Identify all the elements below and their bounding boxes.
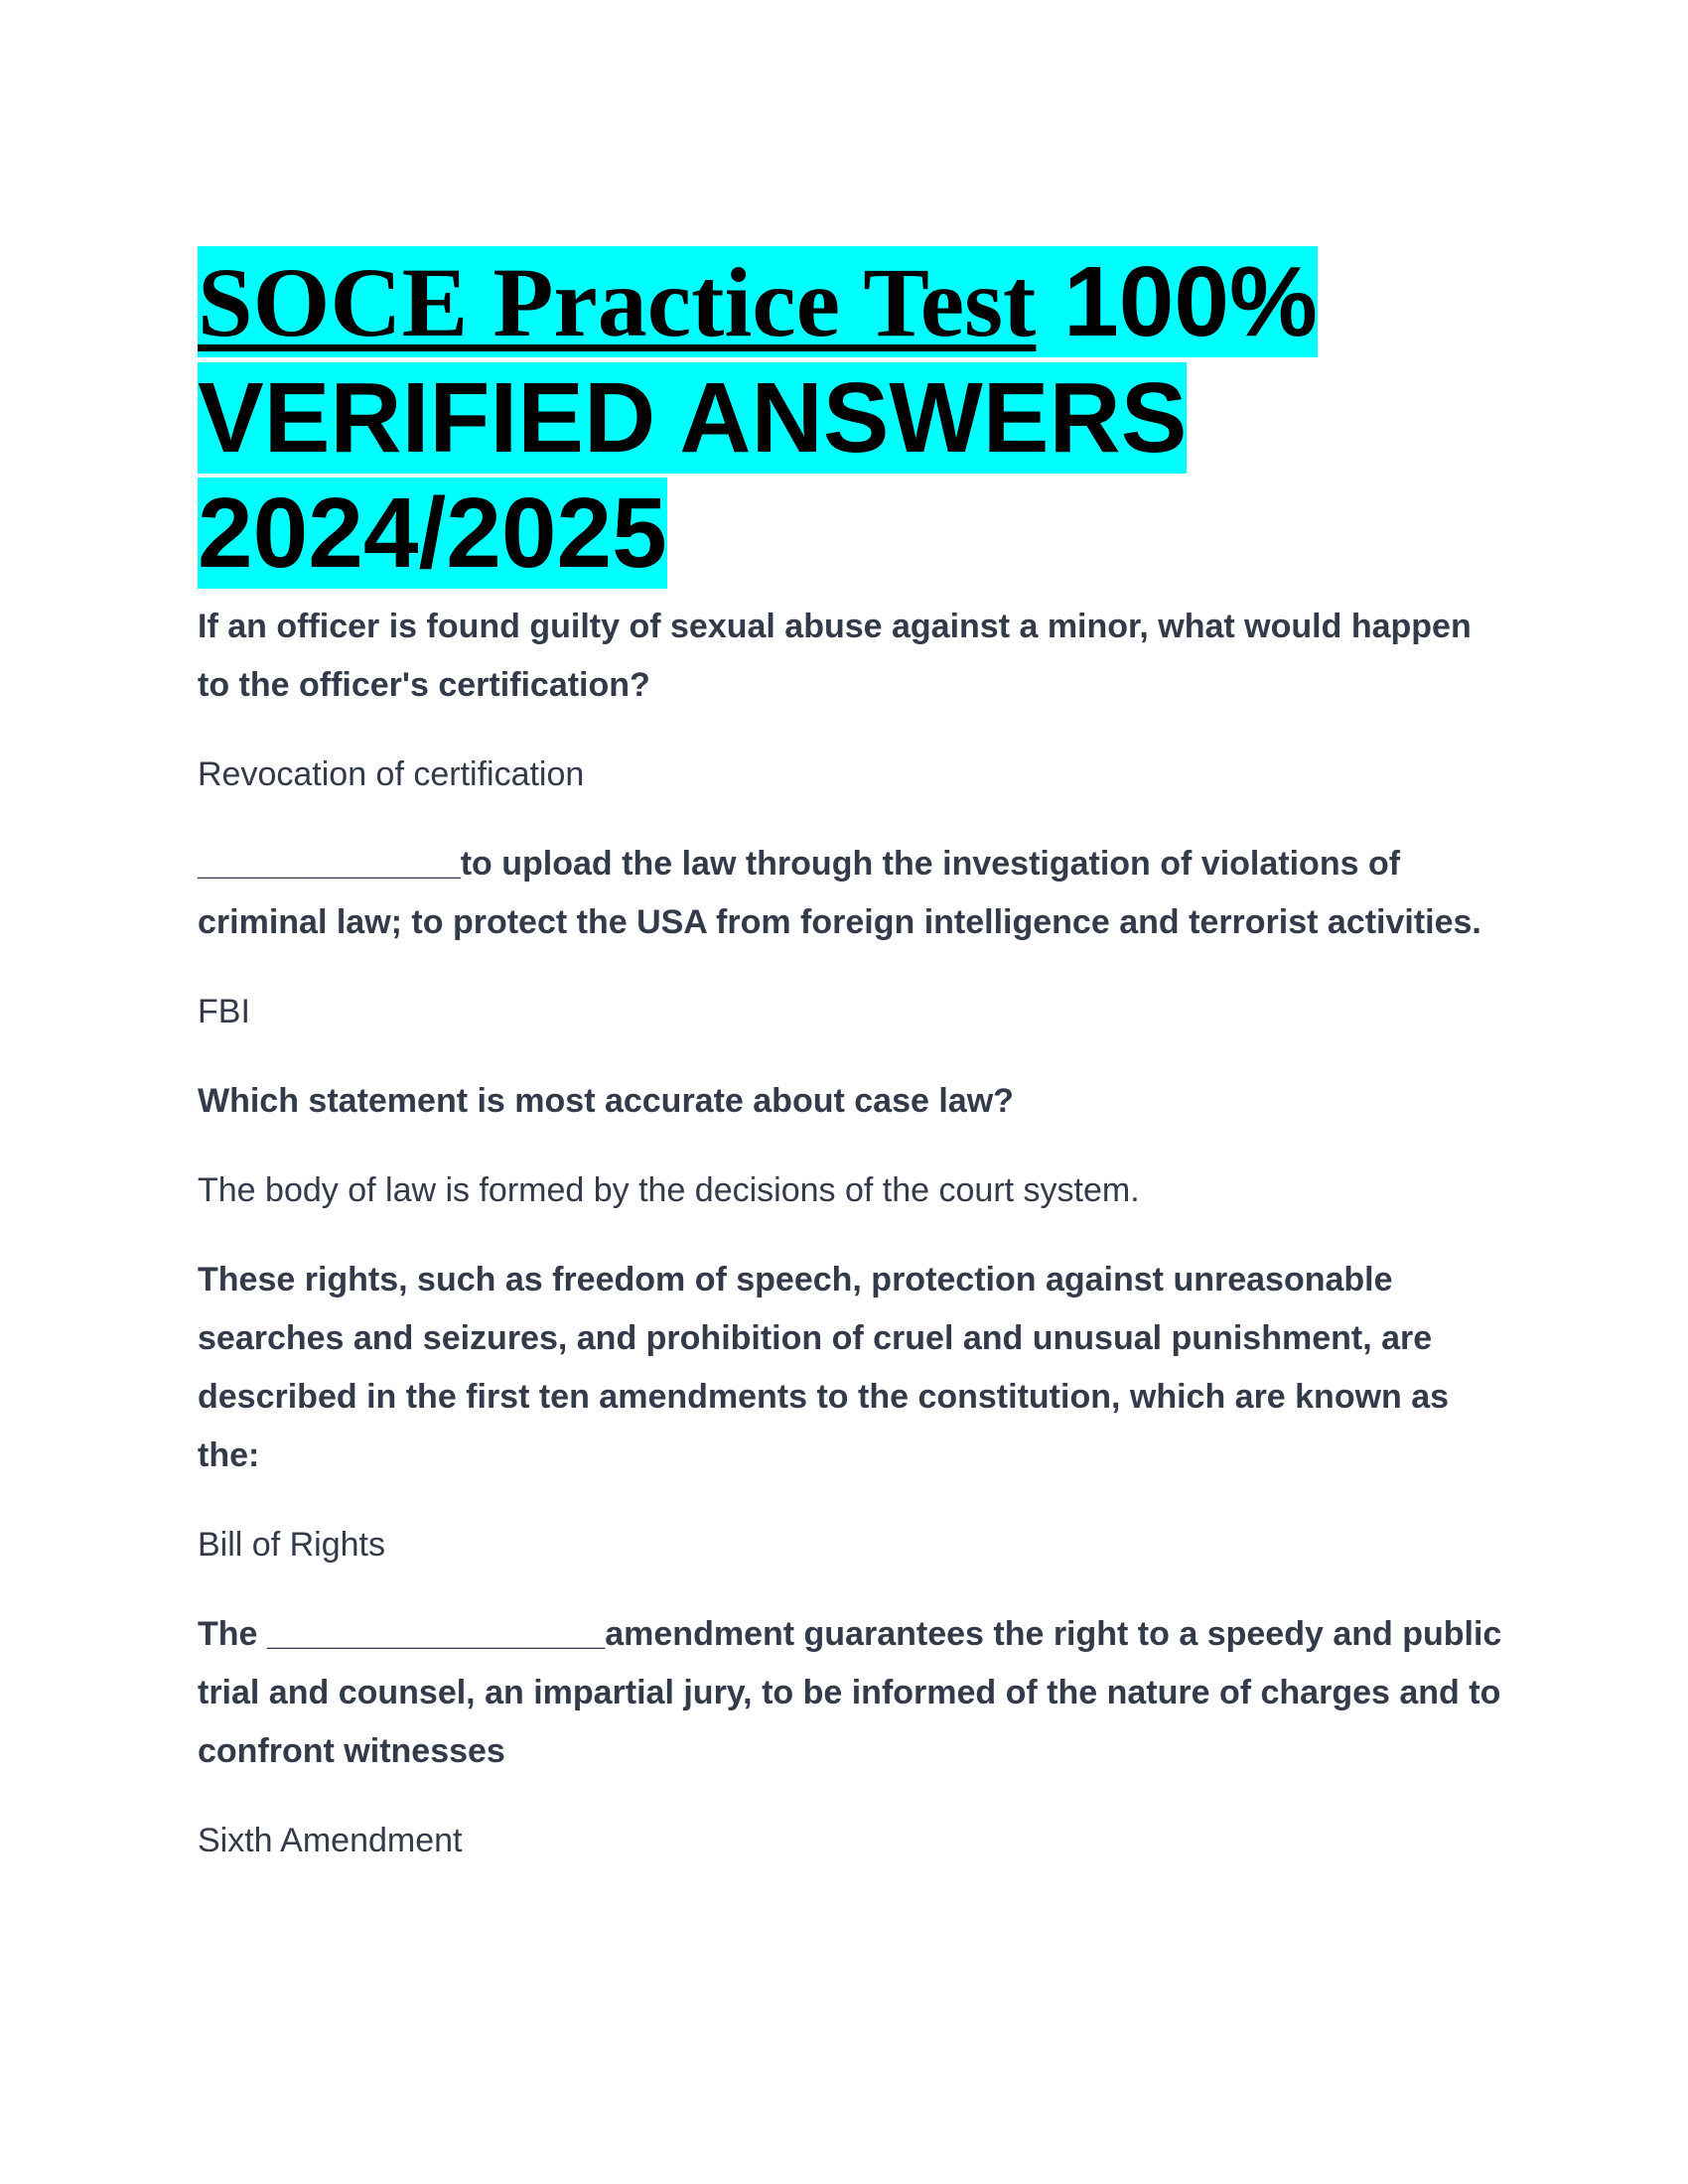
question-text: The __________________amendment guarantees the right to a speedy and public trial and counsel, an impartial jury, to be informed of the nature of charges and to confront witnesses — [198, 1615, 1502, 1770]
title-sans-segment: 100% — [1036, 246, 1318, 357]
question-text: If an officer is found guilty of sexual abuse against a minor, what would happen to the officer's certification? — [198, 608, 1472, 704]
answer-text: FBI — [198, 993, 250, 1030]
question-text: ______________to upload the law through the investigation of violations of criminal law; to protect the USA from foreign intelligence and terrorist activities. — [198, 845, 1481, 941]
page-title — [198, 244, 1588, 591]
title-line-3: 2024/2025 — [198, 478, 667, 589]
title-serif-segment: SOCE Practice Test — [198, 247, 1037, 357]
answer-text: Sixth Amendment — [198, 1822, 463, 1859]
answer-text: Revocation of certification — [198, 755, 585, 793]
answer-text: The body of law is formed by the decisions of the court system. — [198, 1171, 1140, 1209]
question-answer-list — [198, 598, 1508, 1870]
answer-text: Bill of Rights — [198, 1526, 385, 1564]
title-line-2: VERIFIED ANSWERS — [198, 362, 1188, 474]
title-line-1 — [198, 246, 1318, 357]
question-text: These rights, such as freedom of speech, protection against unreasonable searches and seizures, and prohibition of cruel and unusual punishment, are described in the first ten amendments to the constitution, which are known as the: — [198, 1261, 1450, 1474]
question-text: Which statement is most accurate about case law? — [198, 1082, 1014, 1120]
